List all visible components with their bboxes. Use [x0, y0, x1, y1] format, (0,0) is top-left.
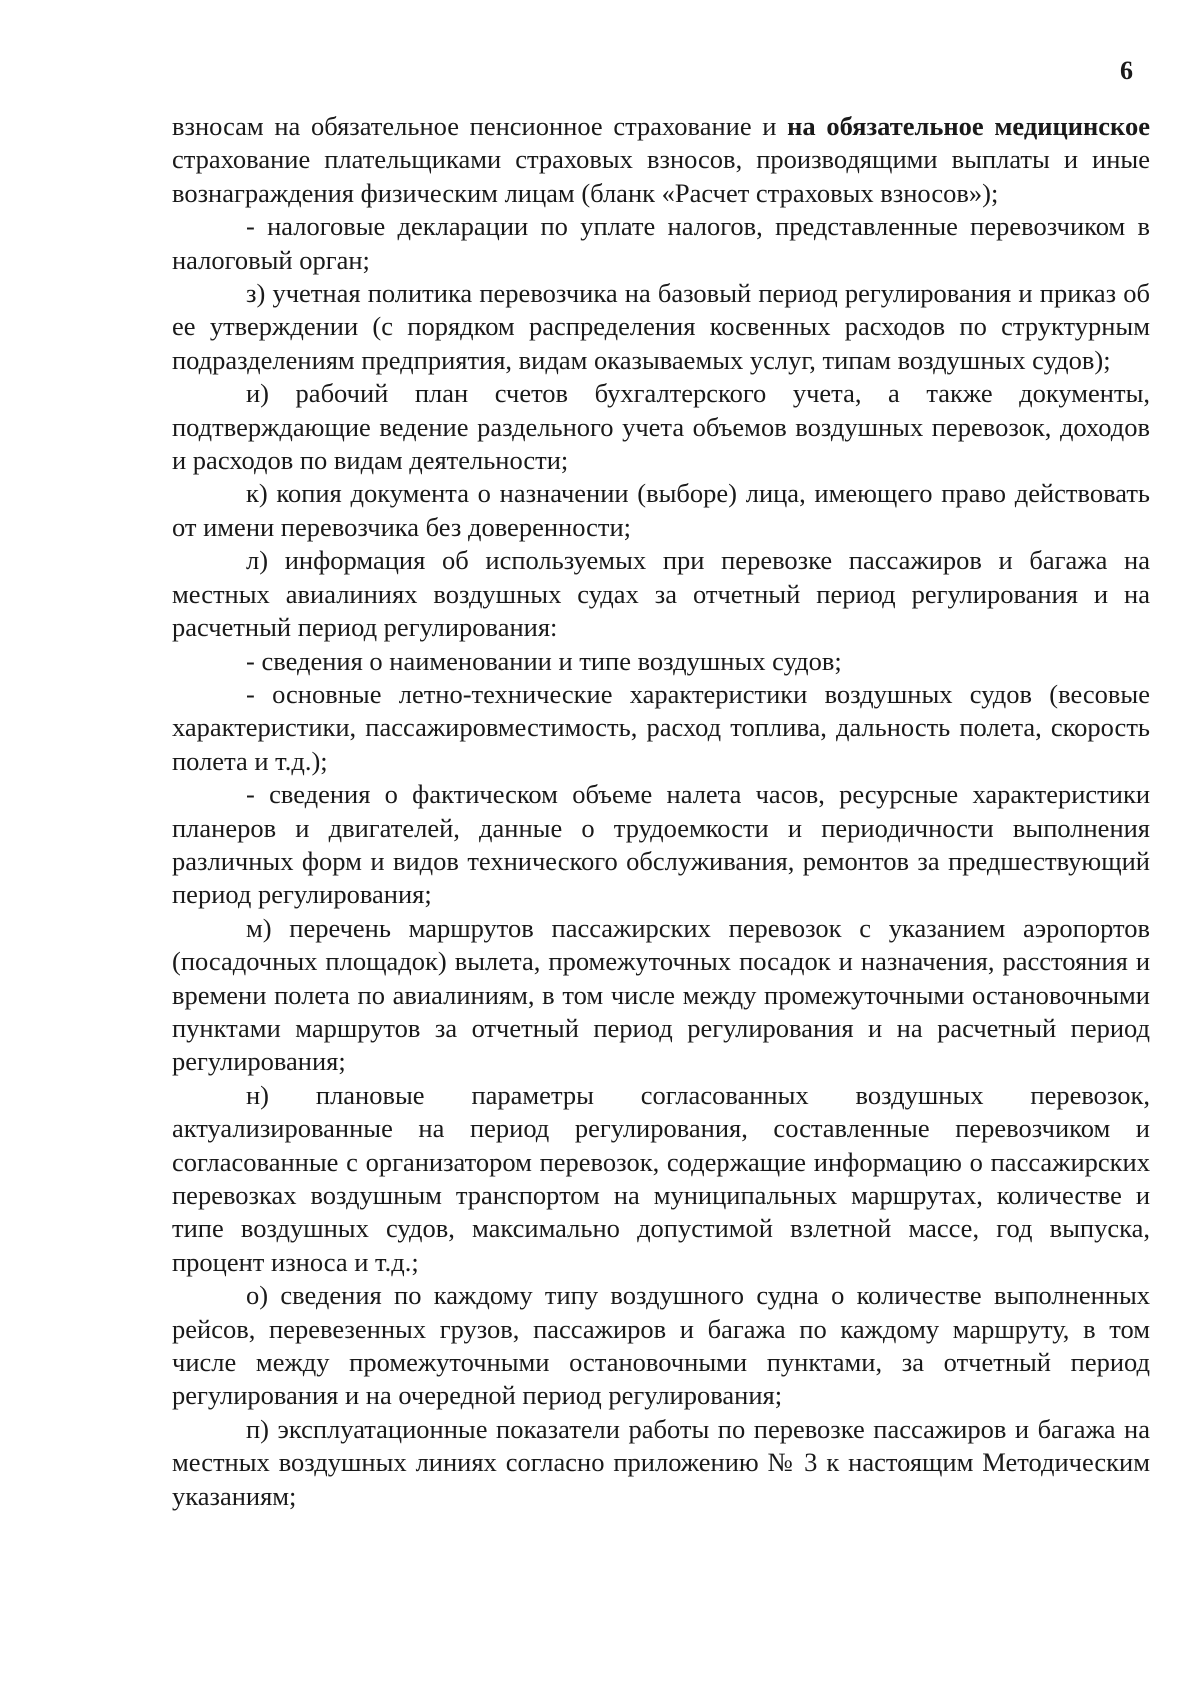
paragraph-item-z: з) учетная политика перевозчика на базовый период регулирования и приказ об ее утверждении (с порядком распределения косвенных расходов по структурным подразделениям предприятия, видам оказываемых услуг, типам воздушных судов); [172, 278, 1150, 375]
paragraph-flight-hours: - сведения о фактическом объеме налета часов, ресурсные характеристики планеров и двигателей, данные о трудоемкости и периодичности выполнения различных форм и видов технического обслуживания, ремонтов за предшествующий период регулирования; [172, 779, 1150, 910]
paragraph-item-p: п) эксплуатационные показатели работы по перевозке пассажиров и багажа на местных воздушных линиях согласно приложению № 3 к настоящим Методическим указаниям; [172, 1413, 1150, 1511]
document-body [172, 110, 1150, 1513]
paragraph-bold-text: на обязательное медицинское [787, 111, 1150, 141]
paragraph-insurance-contributions [172, 110, 1150, 210]
page-number: 6 [1120, 56, 1133, 85]
paragraph-item-n: н) плановые параметры согласованных воздушных перевозок, актуализированные на период регулирования, составленные перевозчиком и согласованные с организатором перевозок, содержащие информацию о пассажирских перевозках воздушным транспортом на муниципальных маршрутах, количестве и типе воздушных судов, максимально допустимой взлетной массе, год выпуска, процент износа и т.д.; [172, 1079, 1150, 1277]
paragraph-item-l: л) информация об используемых при перевозке пассажиров и багажа на местных авиалиниях воздушных судах за отчетный период регулирования и на расчетный период регулирования: [172, 545, 1150, 643]
paragraph-item-m: м) перечень маршрутов пассажирских перевозок с указанием аэропортов (посадочных площадок) вылета, промежуточных посадок и назначения, расстояния и времени полета по авиалиниям, в том числе между промежуточными остановочными пунктами маршрутов за отчетный период регулирования и на расчетный период регулирования; [172, 912, 1150, 1077]
paragraph-tax-declarations: - налоговые декларации по уплате налогов, представленные перевозчиком в налоговый орган; [172, 211, 1150, 275]
paragraph-aircraft-characteristics: - основные летно-технические характеристики воздушных судов (весовые характеристики, пассажировместимость, расход топлива, дальность полета, скорость полета и т.д.); [172, 678, 1150, 776]
paragraph-aircraft-names: - сведения о наименовании и типе воздушных судов; [246, 645, 842, 676]
paragraph-item-o: о) сведения по каждому типу воздушного судна о количестве выполненных рейсов, перевезенных грузов, пассажиров и багажа по каждому маршруту, в том числе между промежуточными остановочными пунктами, за отчетный период регулирования и на очередной период регулирования; [172, 1280, 1150, 1411]
paragraph-item-i: и) рабочий план счетов бухгалтерского учета, а также документы, подтверждающие ведение раздельного учета объемов воздушных перевозок, доходов и расходов по видам деятельности; [172, 378, 1150, 476]
paragraph-text: взносам на обязательное пенсионное страхование и [172, 111, 788, 141]
paragraph-item-k: к) копия документа о назначении (выборе) лица, имеющего право действовать от имени перевозчика без доверенности; [172, 478, 1150, 542]
paragraph-text: страхование плательщиками страховых взносов, производящими выплаты и иные вознаграждения физическим лицам (бланк «Расчет страховых взносов»); [172, 144, 1150, 208]
